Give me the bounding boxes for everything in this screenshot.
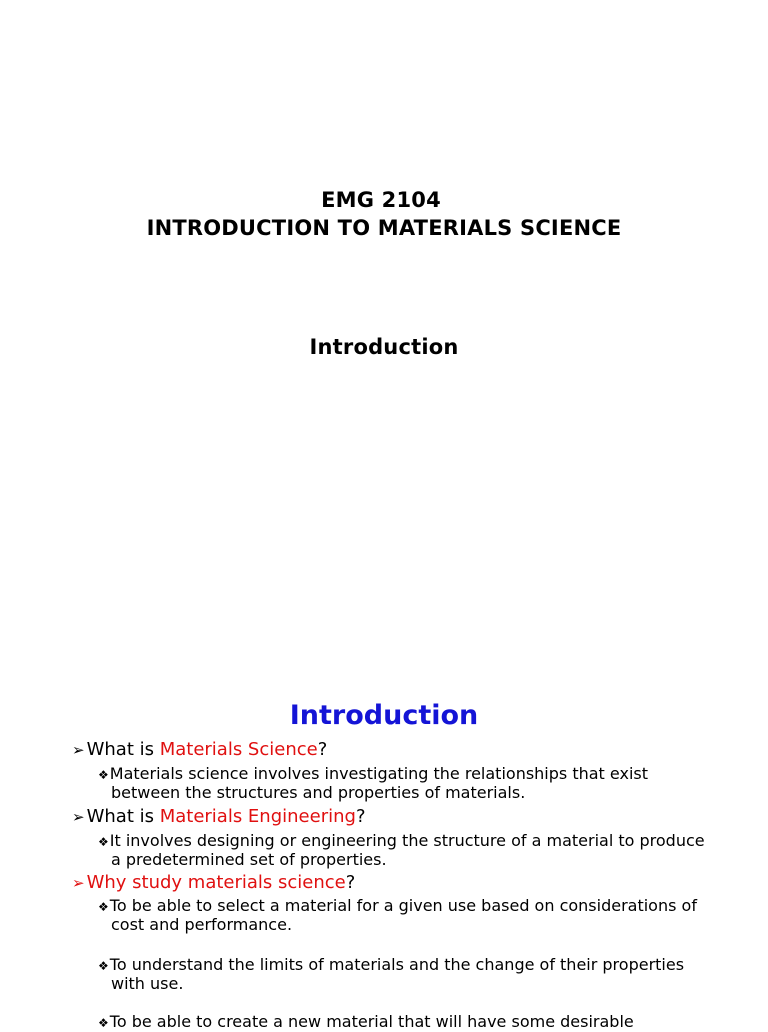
answer-materials-engineering [98, 832, 738, 868]
course-code: EMG 2104 [321, 188, 441, 212]
question-why-study [72, 872, 355, 893]
diamond-bullet-icon: ❖ [98, 959, 109, 973]
answer-line-1: It involves designing or engineering the structure of a material to produce [109, 831, 705, 850]
answer-line-1: Materials science involves investigating the relationships that exist [109, 764, 648, 783]
question-suffix: ? [317, 739, 328, 760]
question-suffix: ? [355, 806, 366, 827]
answer-select-material [98, 897, 738, 933]
answer-materials-science [98, 765, 738, 801]
question-materials-science [72, 739, 327, 760]
diamond-bullet-icon: ❖ [98, 768, 109, 782]
question-prefix: What is [86, 806, 160, 827]
question-prefix: What is [86, 739, 160, 760]
slide-introduction [0, 660, 768, 1031]
question-highlight: Materials Science [159, 739, 318, 760]
question-suffix: ? [345, 872, 356, 893]
question-materials-engineering [72, 806, 366, 827]
course-title: INTRODUCTION TO MATERIALS SCIENCE [146, 216, 622, 240]
answer-line-1: To be able to select a material for a given use based on considerations of [109, 896, 697, 915]
diamond-bullet-icon: ❖ [98, 900, 109, 914]
answer-line-2: with use. [111, 974, 184, 993]
arrow-bullet-icon: ➢ [72, 741, 85, 759]
slide-subtitle: Introduction [309, 335, 459, 359]
answer-line-1: To be able to create a new material that will have some desirable [109, 1012, 634, 1031]
answer-line-1: To understand the limits of materials and the change of their properties [109, 955, 685, 974]
slide-heading: Introduction [289, 700, 479, 731]
answer-line-2: cost and performance. [111, 915, 293, 934]
answer-line-2: a predetermined set of properties. [111, 850, 387, 869]
arrow-bullet-icon: ➢ [72, 874, 85, 892]
answer-create-material [98, 1013, 738, 1032]
question-text: Why study materials science [86, 872, 346, 893]
answer-understand-limits [98, 956, 738, 992]
question-highlight: Materials Engineering [159, 806, 356, 827]
diamond-bullet-icon: ❖ [98, 835, 109, 849]
diamond-bullet-icon: ❖ [98, 1016, 109, 1030]
answer-line-2: between the structures and properties of materials. [111, 783, 526, 802]
arrow-bullet-icon: ➢ [72, 808, 85, 826]
